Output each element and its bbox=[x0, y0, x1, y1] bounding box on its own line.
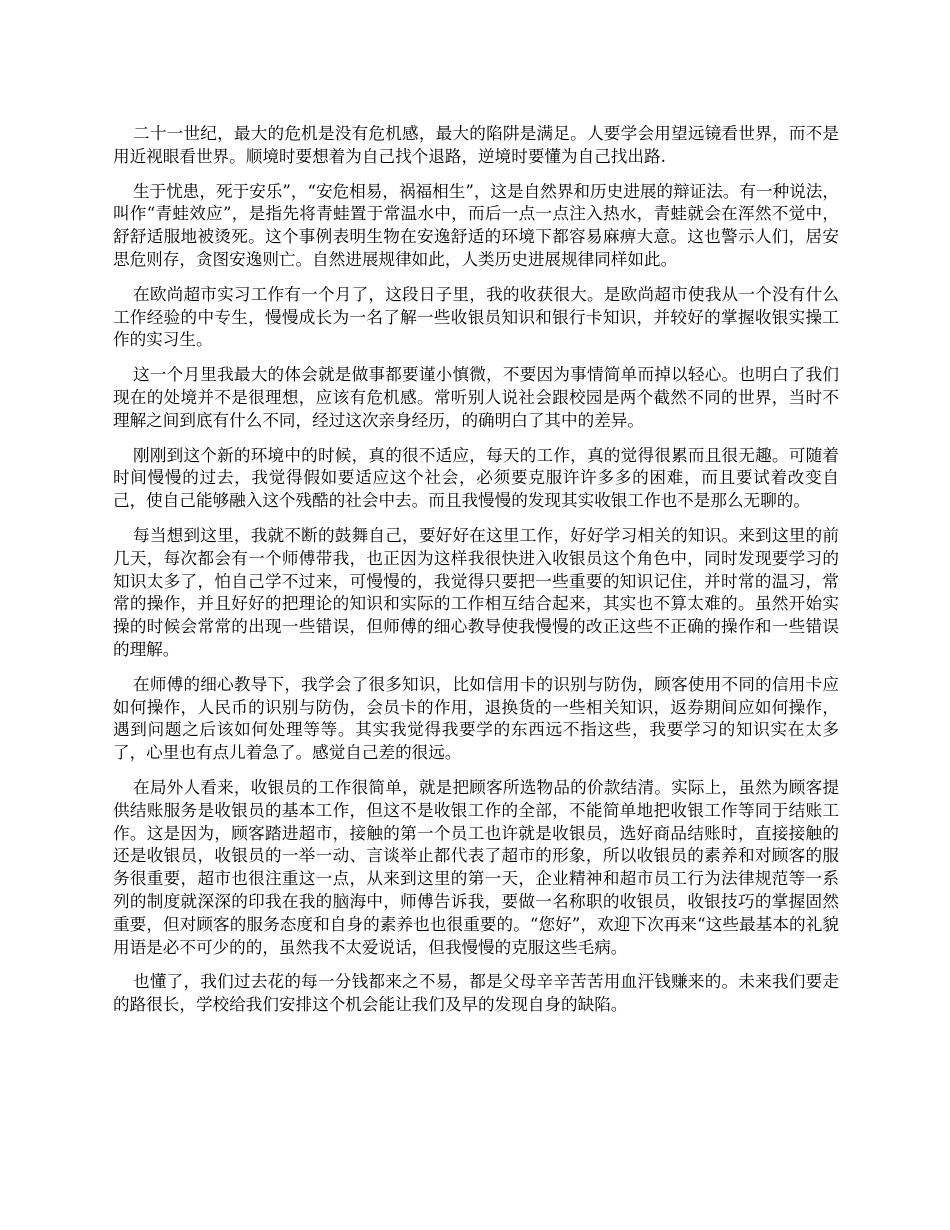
paragraph-9: 也懂了，我们过去花的每一分钱都来之不易，都是父母辛辛苦苦用血汗钱赚来的。未来我们要走的路很长，学校给我们安排这个机会能让我们及早的发现自身的缺陷。 bbox=[113, 972, 839, 1015]
paragraph-2: 生于忧患，死于安乐”，“安危相易，祸福相生”，这是自然界和历史进展的辩证法。有一种说法，叫作“青蛙效应”，是指先将青蛙置于常温水中，而后一点一点注入热水，青蛙就会在浑然不觉中，舒舒适服地被烫死。这个事例表明生物在安逸舒适的环境下都容易麻痹大意。这也警示人们，居安思危则存，贪图安逸则亡。自然进展规律如此，人类历史进展规律同样如此。 bbox=[113, 181, 839, 269]
paragraph-7: 在师傅的细心教导下，我学会了很多知识，比如信用卡的识别与防伪，顾客使用不同的信用卡应如何操作，人民币的识别与防伪，会员卡的作用，退换货的一些相关知识，返券期间应如何操作，遇到问题之后该如何处理等等。其实我觉得我要学的东西远不指这些，我要学习的知识实在太多了，心里也有点儿着急了。感觉自己差的很远。 bbox=[113, 674, 839, 763]
paragraph-8: 在局外人看来，收银员的工作很简单，就是把顾客所选物品的价款结清。实际上，虽然为顾客提供结账服务是收银员的基本工作，但这不是收银工作的全部，不能简单地把收银工作等同于结账工作。这是因为，顾客踏进超市，接触的第一个员工也许就是收银员，选好商品结账时，直接接触的还是收银员，收银员的一举一动、言谈举止都代表了超市的形象，所以收银员的素养和对顾客的服务很重要，超市也很注重这一点，从来到这里的第一天，企业精神和超市员工行为法律规范等一系列的制度就深深的印我在我的脑海中，师傅告诉我，要做一名称职的收银员，收银技巧的掌握固然重要，但对顾客的服务态度和自身的素养也也很重要的。“您好”，欢迎下次再来“这些最基本的礼貌用语是必不可少的的，虽然我不太爱说话，但我慢慢的克服这些毛病。 bbox=[113, 777, 839, 957]
document-body bbox=[113, 123, 839, 1029]
paragraph-3: 在欧尚超市实习工作有一个月了，这段日子里，我的收获很大。是欧尚超市使我从一个没有什么工作经验的中专生，慢慢成长为一名了解一些收银员知识和银行卡知识，并较好的掌握收银实操工作的实习生。 bbox=[113, 284, 839, 350]
paragraph-6: 每当想到这里，我就不断的鼓舞自己，要好好在这里工作，好好学习相关的知识。来到这里的前几天，每次都会有一个师傅带我，也正因为这样我很快进入收银员这个角色中，同时发现要学习的知识太多了，怕自己学不过来，可慢慢的，我觉得只要把一些重要的知识记住，并时常的温习，常常的操作，并且好好的把理论的知识和实际的工作相互结合起来，其实也不算太难的。虽然开始实操的时候会常常的出现一些错误，但师傅的细心教导使我慢慢的改正这些不正确的操作和一些错误的理解。 bbox=[113, 525, 839, 659]
paragraph-1: 二十一世纪，最大的危机是没有危机感，最大的陷阱是满足。人要学会用望远镜看世界，而不是用近视眼看世界。顺境时要想着为自己找个退路，逆境时要懂为自己找出路. bbox=[113, 124, 839, 166]
paragraph-5: 刚刚到这个新的环境中的时候，真的很不适应，每天的工作，真的觉得很累而且很无趣。可随着时间慢慢的过去，我觉得假如要适应这个社会，必须要克服许许多多的困难，而且要试着改变自己，使自己能够融入这个残酷的社会中去。而且我慢慢的发现其实收银工作也不是那么无聊的。 bbox=[113, 445, 839, 511]
paragraph-4: 这一个月里我最大的体会就是做事都要谨小慎微，不要因为事情简单而掉以轻心。也明白了我们现在的处境并不是很理想，应该有危机感。常听别人说社会跟校园是两个截然不同的世界，当时不理解之间到底有什么不同，经过这次亲身经历，的确明白了其中的差异。 bbox=[113, 365, 839, 430]
